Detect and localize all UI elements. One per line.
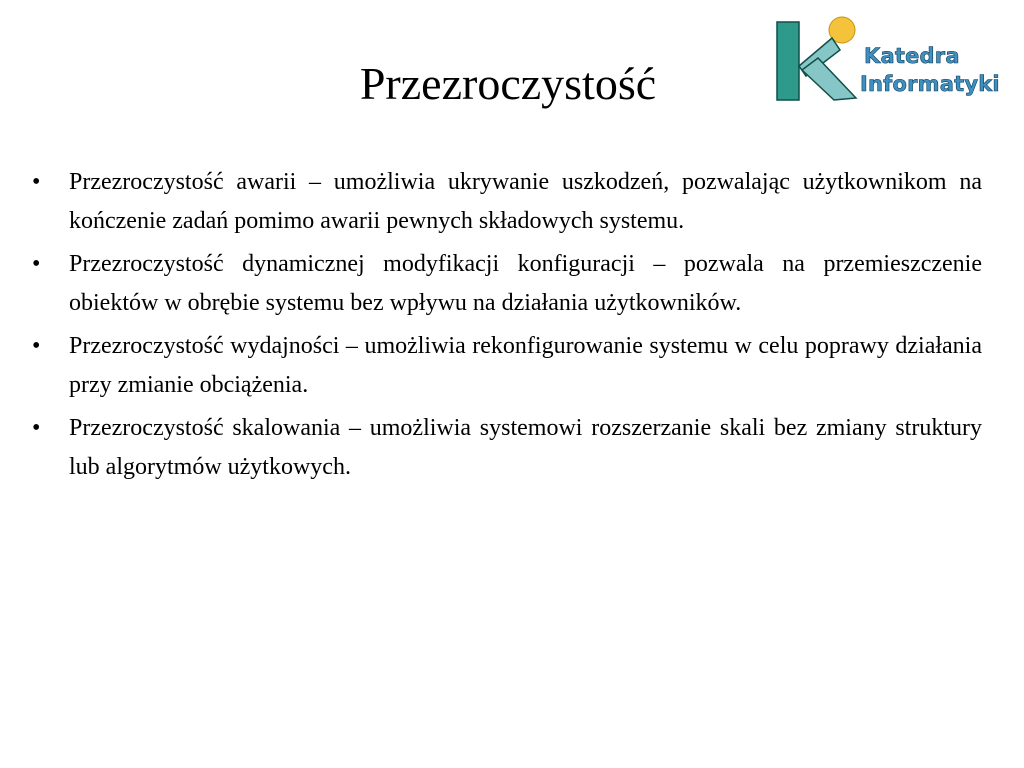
- bullet-text: Przezroczystość awarii – umożliwia ukrywanie uszkodzeń, pozwalając użytkownikom na kończenie zadań pomimo awarii pewnych składowych systemu.: [69, 169, 982, 234]
- bullet-text: Przezroczystość wydajności – umożliwia rekonfigurowanie systemu w celu poprawy działania przy zmianie obciążenia.: [69, 333, 982, 398]
- bullet-dot-icon: •: [32, 169, 41, 195]
- bullet-dot-icon: •: [32, 333, 41, 359]
- logo-k-stem: [777, 22, 799, 100]
- logo-text-informatyki: Informatyki: [860, 72, 1000, 96]
- bullet-item: [32, 163, 982, 241]
- bullet-item: [32, 327, 982, 405]
- bullet-dot-icon: •: [32, 251, 41, 277]
- bullet-item: [32, 409, 982, 487]
- logo-k-mark-icon: [772, 14, 862, 106]
- logo-k-lower-leg: [802, 58, 856, 100]
- slide-title: Przezroczystość: [359, 58, 657, 109]
- logo-text-katedra: Katedra: [864, 44, 960, 68]
- bullet-text: Przezroczystość dynamicznej modyfikacji konfiguracji – pozwala na przemieszczenie obiektów w obrębie systemu bez wpływu na działania użytkowników.: [69, 251, 982, 316]
- bullet-list: [32, 163, 982, 491]
- bullet-text: Przezroczystość skalowania – umożliwia systemowi rozszerzanie skali bez zmiany struktury lub algorytmów użytkowych.: [69, 415, 982, 480]
- bullet-dot-icon: •: [32, 415, 41, 441]
- bullet-item: [32, 245, 982, 323]
- katedra-informatyki-logo: [772, 14, 1008, 106]
- logo-text: [860, 42, 1000, 98]
